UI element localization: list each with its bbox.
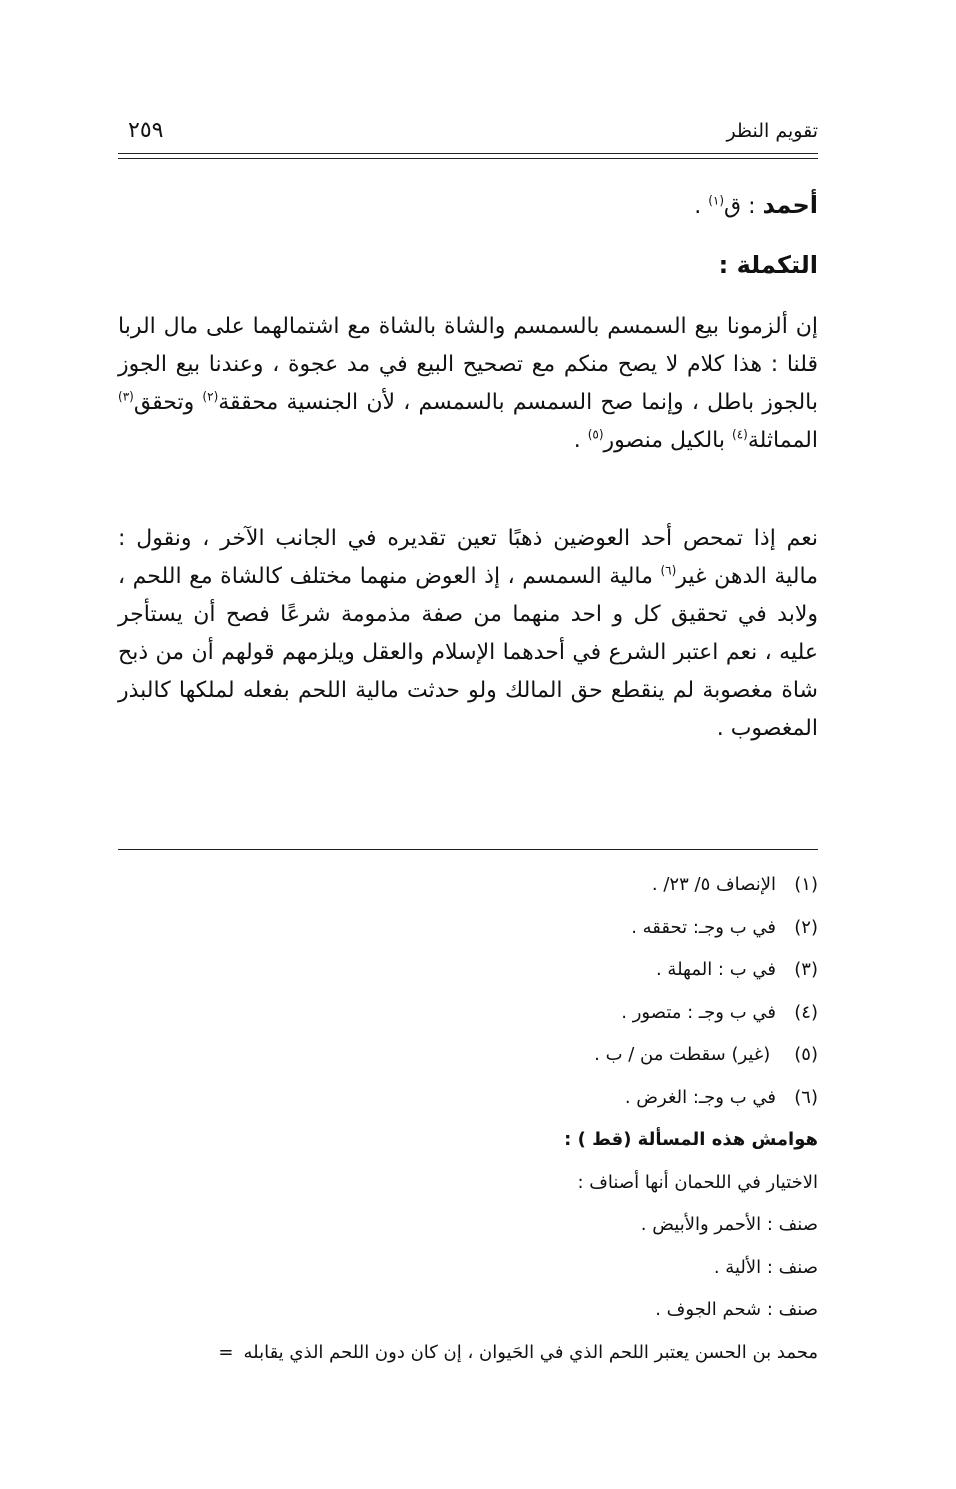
paragraph-text: نعم إذا تمحص أحد العوضين ذهبًا تعين تقديره في الجانب الآخر ، ونقول : مالية الدهن غير xyxy=(118,526,818,589)
margin-note-line: صنف : شحم الجوف . xyxy=(655,1299,818,1320)
section-heading: التكملة : xyxy=(718,251,818,279)
header-rule-bottom xyxy=(118,158,818,159)
paragraph-text: وتحقق xyxy=(133,390,203,415)
footnotes xyxy=(100,864,818,1374)
footnote-ref: (٤) xyxy=(732,427,748,442)
paragraph-2 xyxy=(118,520,818,748)
footnote-text: في ب وجـ: تحققه . xyxy=(631,916,776,938)
continuation-mark: = xyxy=(218,1341,234,1363)
page-number: ٢٥٩ xyxy=(128,118,164,143)
footnote-number: (٤) xyxy=(794,1001,818,1023)
opinion-name: أحمد xyxy=(762,191,818,219)
footnote-separator xyxy=(118,849,818,850)
footnote-number: (٦) xyxy=(794,1086,818,1108)
footnote-item xyxy=(100,949,818,992)
paragraph-1 xyxy=(118,308,818,460)
footnote-ref: (٢) xyxy=(202,389,219,404)
paragraph-text: . xyxy=(573,428,588,453)
footnote-number: (١) xyxy=(794,874,818,895)
margin-notes-title: هوامش هذه المسألة (قط ) : xyxy=(564,1129,818,1150)
header-title: تقويم النظر xyxy=(726,120,818,142)
paragraph-text: بالكيل منصور xyxy=(603,428,732,453)
opinion-end: . xyxy=(694,194,709,219)
paragraph-text: إن ألزمونا بيع السمسم بالسمسم والشاة بالشاة مع اشتمالهما على مال الربا قلنا : هذا كلام لا يصح منكم مع تصحيح البيع في مد عجوة ، وعندنا بيع الجوز بالجوز باطل ، وإنما صح السمسم بالسمسم ، لأن الجنسية محققة xyxy=(118,314,818,415)
footnote-text: الإنصاف ٥/ ٢٣/ . xyxy=(651,874,776,895)
paragraph-text: المماثلة xyxy=(747,428,818,453)
paragraph-text: مالية السمسم ، إذ العوض منهما مختلف كالشاة مع اللحم ، ولابد في تحقيق كل و احد منهما من صفة مذمومة شرعًا فصح أن يستأجر عليه ، نعم اعتبر الشرع في أحدهما الإسلام والعقل ويلزمهم قولهم أن من ذبح شاة مغصوبة لم ينقطع حق المالك ولو حدثت مالية اللحم بفعله لملكها كالبذر المغصوب . xyxy=(118,564,818,741)
footnote-number: (٥) xyxy=(794,1044,818,1065)
margin-note-line: محمد بن الحسن يعتبر اللحم الذي في الحَيوان ، إن كان دون اللحم الذي يقابله xyxy=(243,1341,818,1363)
opinion-line xyxy=(118,186,818,226)
footnote-item xyxy=(100,1034,818,1077)
margin-note-line: صنف : الألية . xyxy=(713,1256,818,1278)
footnote-text: في ب وجـ: الغرض . xyxy=(624,1086,776,1108)
footnote-ref: (٦) xyxy=(660,563,677,578)
header-rule-top xyxy=(118,153,818,154)
footnote-text: (غير) سقطت من / ب . xyxy=(594,1044,776,1065)
footnote-item xyxy=(100,907,818,950)
margin-note-line: الاختيار في اللحمان أنها أصناف : xyxy=(577,1171,818,1193)
footnote-ref: (٣) xyxy=(118,389,134,404)
footnote-ref: (٥) xyxy=(587,427,604,442)
footnote-number: (٣) xyxy=(794,959,818,980)
footnote-item xyxy=(100,864,818,907)
footnote-ref: (١) xyxy=(708,193,725,208)
footnote-text: في ب : المهلة . xyxy=(655,959,776,980)
footnote-item xyxy=(100,992,818,1035)
margin-note-last-line xyxy=(100,1332,818,1375)
margin-note-line: صنف : الأحمر والأبيض . xyxy=(640,1214,818,1235)
footnote-number: (٢) xyxy=(794,916,818,938)
footnote-item xyxy=(100,1077,818,1120)
running-header xyxy=(118,112,818,152)
opinion-text: : ق xyxy=(724,194,763,219)
footnote-text: في ب وجـ : متصور . xyxy=(621,1001,776,1023)
